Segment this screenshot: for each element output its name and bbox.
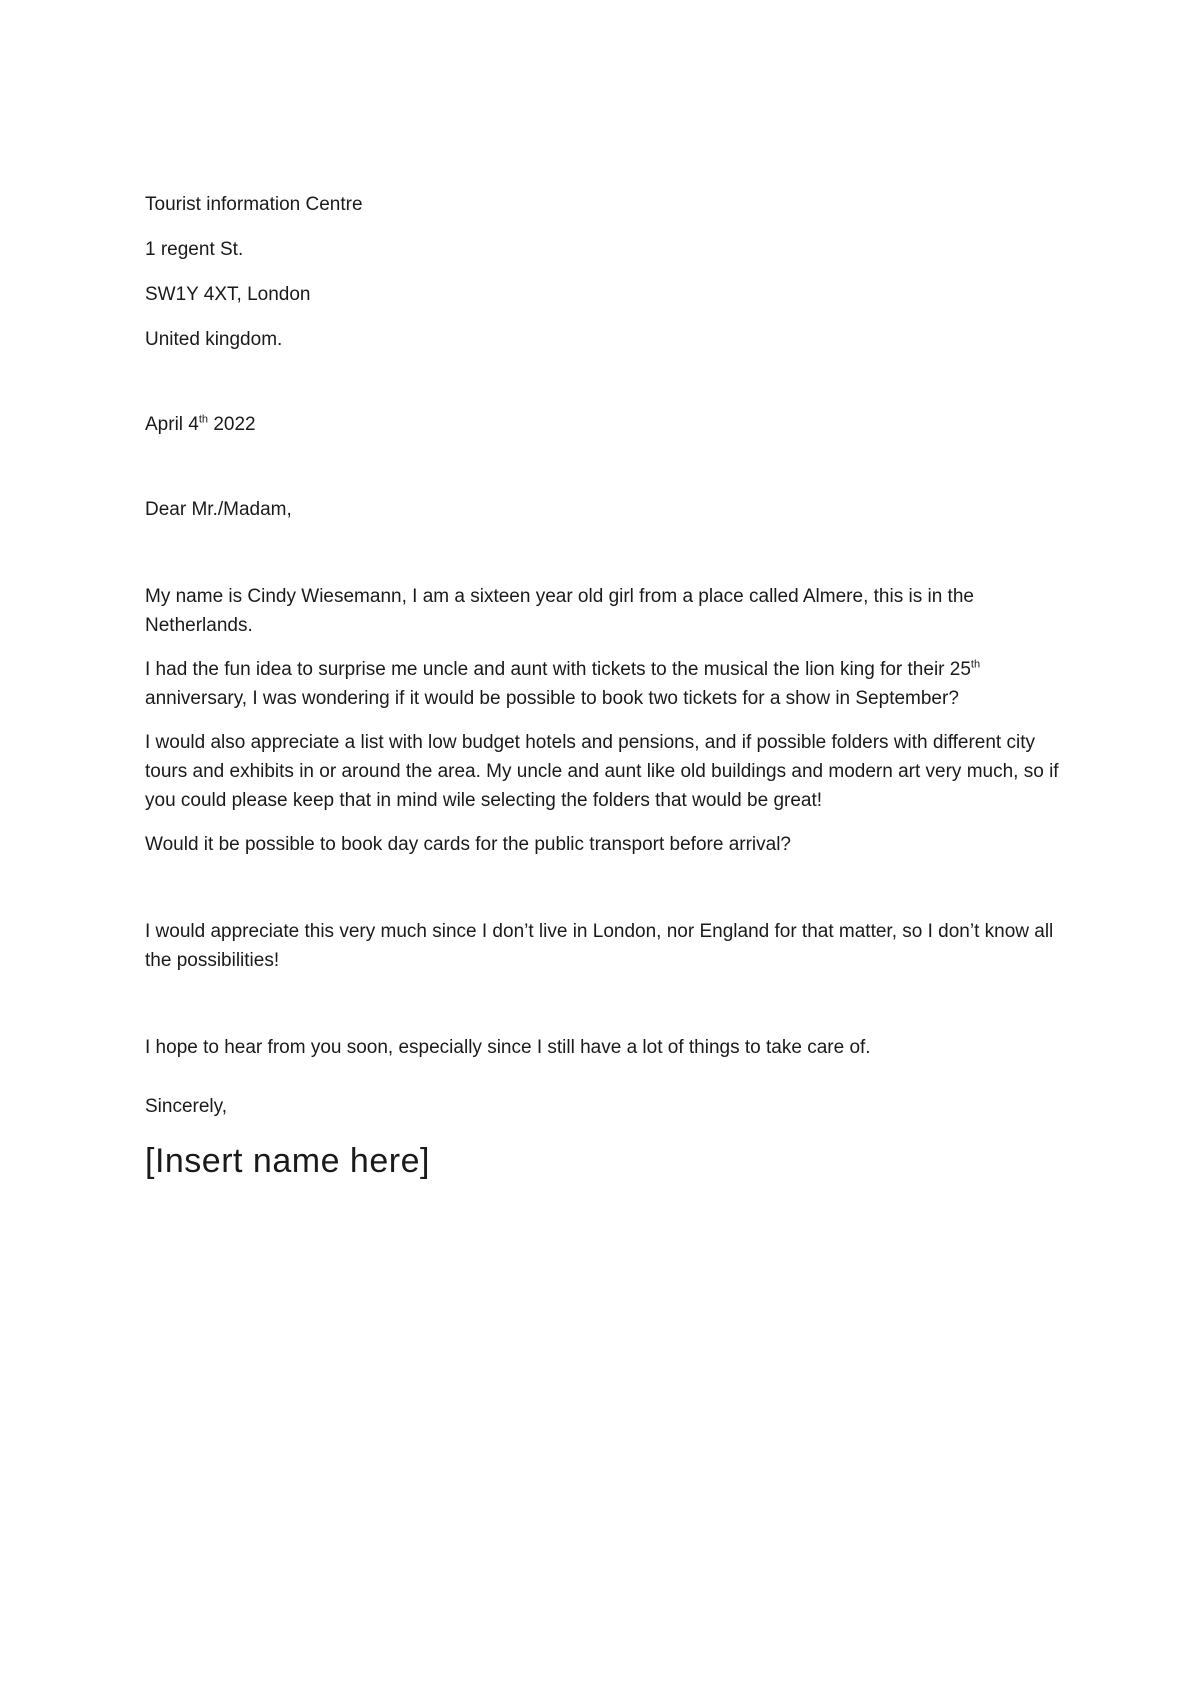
- paragraph-introduction: My name is Cindy Wiesemann, I am a sixteen year old girl from a place called Almere, this is in the Netherlands.: [145, 586, 974, 636]
- paragraph-appreciation: I would appreciate this very much since I don’t live in London, nor England for that matter, so I don’t know all the possibilities!: [145, 921, 1054, 971]
- recipient-street: 1 regent St.: [145, 239, 244, 260]
- paragraph-tickets: [145, 655, 1075, 713]
- paragraph-transport: Would it be possible to book day cards for the public transport before arrival?: [145, 834, 791, 855]
- letter-date: [145, 410, 1075, 439]
- letter-body: [145, 190, 1075, 1181]
- recipient-name: Tourist information Centre: [145, 194, 363, 215]
- paragraph-tickets-text-end: anniversary, I was wondering if it would be possible to book two tickets for a show in September?: [145, 688, 959, 709]
- anniversary-ordinal-suffix: th: [970, 658, 981, 671]
- date-ordinal-suffix: th: [198, 413, 209, 426]
- paragraph-tickets-text: I had the fun idea to surprise me uncle and aunt with tickets to the musical the lion king for their 25: [145, 659, 971, 680]
- paragraph-hotels: I would also appreciate a list with low budget hotels and pensions, and if possible folders with different city tours and exhibits in or around the area. My uncle and aunt like old buildings and modern art very much, so if you could please keep that in mind wile selecting the folders that would be great!: [145, 732, 1059, 811]
- recipient-country: United kingdom.: [145, 329, 283, 350]
- paragraph-hope: I hope to hear from you soon, especially since I still have a lot of things to take care of.: [145, 1037, 871, 1058]
- date-month-day: April 4: [145, 414, 199, 435]
- recipient-postcode-city: SW1Y 4XT, London: [145, 284, 311, 305]
- signature-placeholder: [Insert name here]: [145, 1142, 430, 1180]
- closing: Sincerely,: [145, 1096, 228, 1117]
- salutation: Dear Mr./Madam,: [145, 499, 292, 520]
- date-year: 2022: [208, 414, 256, 435]
